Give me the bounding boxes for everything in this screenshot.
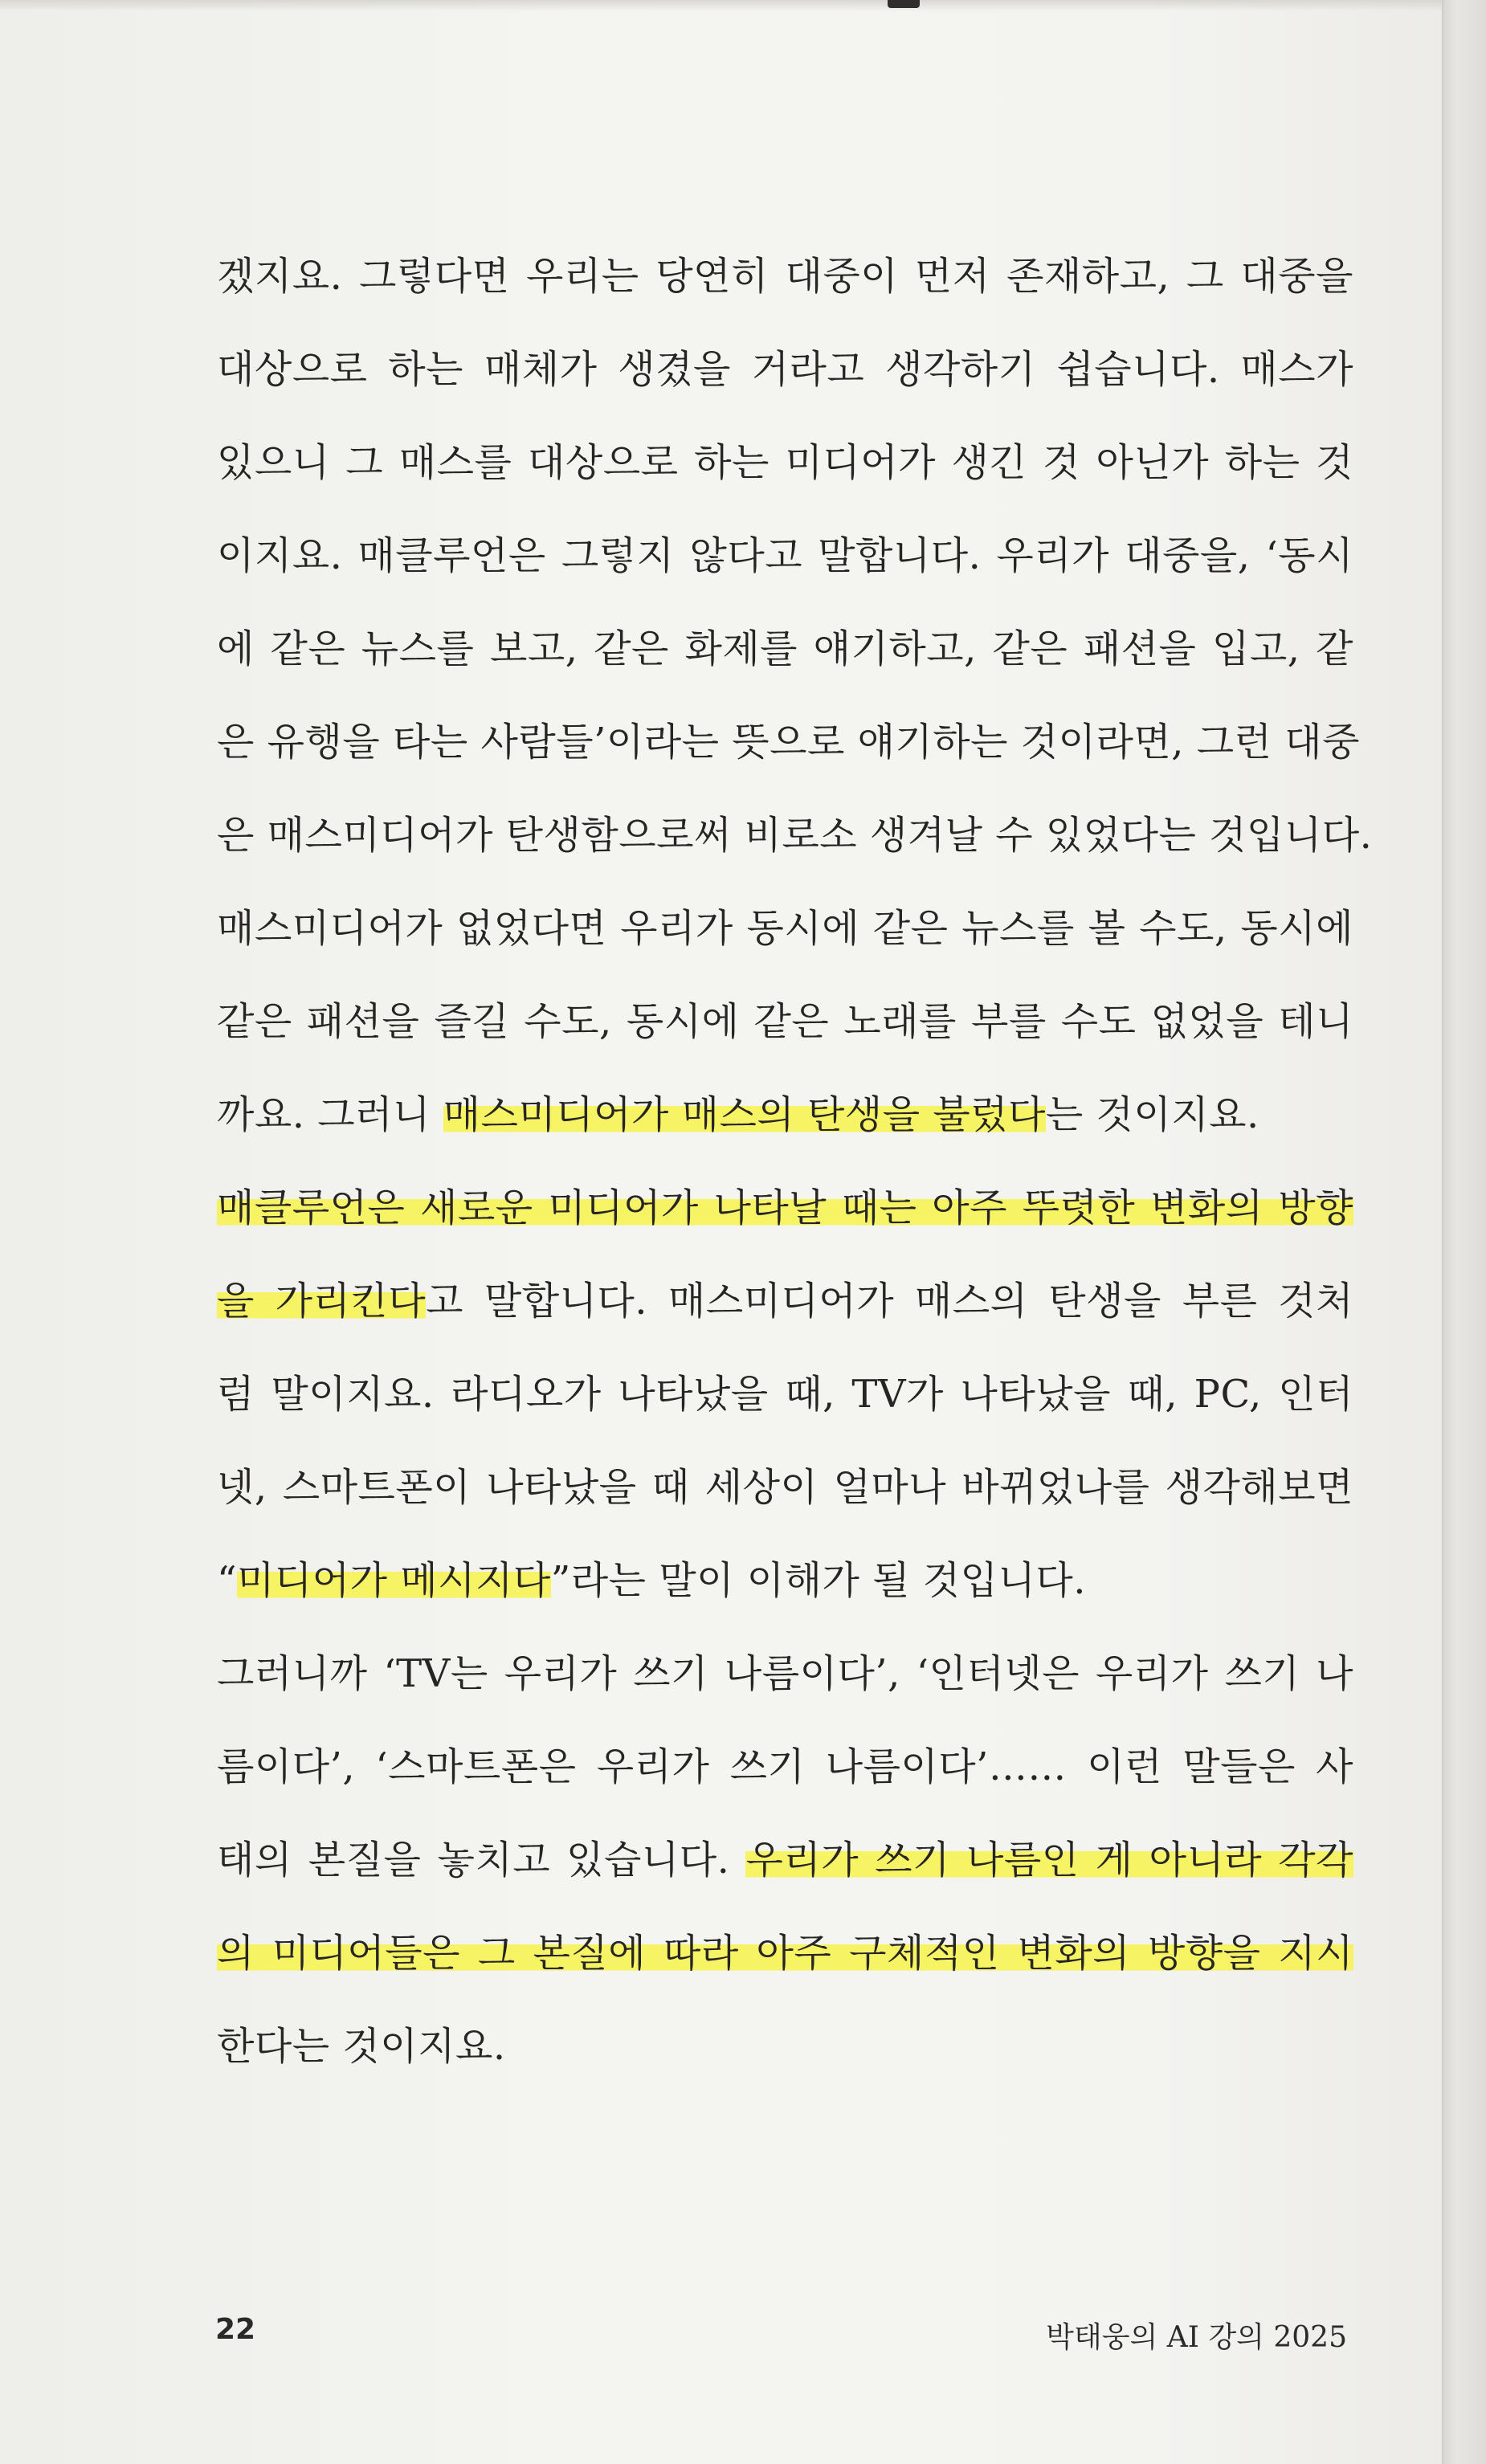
text-line bbox=[217, 975, 1353, 1068]
text-line bbox=[217, 1534, 1353, 1627]
text-segment: 한다는 것이지요. bbox=[217, 2024, 506, 2069]
highlighted-text: 매클루언은 새로운 미디어가 나타날 때는 아주 뚜렷한 변화의 방향 bbox=[217, 1185, 1353, 1230]
text-line bbox=[217, 789, 1373, 882]
body-text bbox=[217, 230, 1373, 2093]
text-segment: ”라는 말이 이해가 될 것입니다. bbox=[550, 1558, 1086, 1603]
text-line bbox=[217, 416, 1353, 509]
text-segment: 까요. 그러니 bbox=[217, 1092, 443, 1137]
text-segment: 름이다’, ‘스마트폰은 우리가 쓰기 나름이다’…… 이런 말들은 사 bbox=[217, 1744, 1353, 1789]
text-segment: 매스미디어가 없었다면 우리가 동시에 같은 뉴스를 볼 수도, 동시에 bbox=[217, 906, 1353, 951]
page-edge bbox=[1442, 0, 1486, 2464]
text-segment: 같은 패션을 즐길 수도, 동시에 같은 노래를 부를 수도 없었을 테니 bbox=[217, 999, 1353, 1044]
text-segment: 에 같은 뉴스를 보고, 같은 화제를 얘기하고, 같은 패션을 입고, 같 bbox=[217, 626, 1353, 671]
text-line bbox=[217, 1254, 1353, 1348]
text-line bbox=[217, 230, 1353, 323]
text-segment: 대상으로 하는 매체가 생겼을 거라고 생각하기 쉽습니다. 매스가 bbox=[217, 347, 1353, 392]
text-line bbox=[217, 602, 1353, 696]
text-segment: 넷, 스마트폰이 나타났을 때 세상이 얼마나 바뀌었나를 생각해보면 bbox=[217, 1465, 1353, 1510]
text-line bbox=[217, 509, 1353, 602]
page-number: 22 bbox=[215, 2313, 256, 2346]
text-line bbox=[217, 1161, 1353, 1254]
text-segment: 있으니 그 매스를 대상으로 하는 미디어가 생긴 것 아닌가 하는 것 bbox=[217, 440, 1353, 485]
text-line bbox=[217, 1907, 1353, 2000]
running-footer-title: 박태웅의 AI 강의 2025 bbox=[1046, 2321, 1347, 2354]
text-line bbox=[217, 2000, 1353, 2093]
text-segment: 그러니까 ‘TV는 우리가 쓰기 나름이다’, ‘인터넷은 우리가 쓰기 나 bbox=[217, 1651, 1353, 1696]
text-line bbox=[217, 1348, 1353, 1441]
highlighted-text: 매스미디어가 매스의 탄생을 불렀다 bbox=[443, 1092, 1046, 1137]
text-segment: 고 말합니다. 매스미디어가 매스의 탄생을 부른 것처 bbox=[426, 1279, 1353, 1324]
text-line bbox=[217, 323, 1353, 416]
text-line bbox=[217, 1068, 1353, 1161]
text-line bbox=[217, 1627, 1353, 1720]
text-line bbox=[217, 882, 1353, 975]
highlighted-text: 미디어가 메시지다 bbox=[237, 1558, 551, 1603]
text-line bbox=[217, 1441, 1353, 1534]
text-line bbox=[217, 1720, 1353, 1813]
highlighted-text: 의 미디어들은 그 본질에 따라 아주 구체적인 변화의 방향을 지시 bbox=[217, 1931, 1353, 1976]
text-segment: 은 유행을 타는 사람들’이라는 뜻으로 얘기하는 것이라면, 그런 대중 bbox=[217, 720, 1361, 765]
text-segment: 이지요. 매클루언은 그렇지 않다고 말합니다. 우리가 대중을, ‘동시 bbox=[217, 533, 1353, 578]
highlighted-text: 을 가리킨다 bbox=[217, 1279, 427, 1324]
binding-mark bbox=[888, 0, 920, 8]
text-segment: 는 것이지요. bbox=[1045, 1092, 1259, 1137]
highlighted-text: 우리가 쓰기 나름인 게 아니라 각각 bbox=[745, 1838, 1353, 1883]
text-line bbox=[217, 696, 1361, 789]
text-segment: “ bbox=[217, 1558, 238, 1603]
top-shadow bbox=[0, 0, 1442, 11]
text-segment: 은 매스미디어가 탄생함으로써 비로소 생겨날 수 있었다는 것입니다. bbox=[217, 813, 1373, 858]
text-line bbox=[217, 1813, 1353, 1907]
text-segment: 태의 본질을 놓치고 있습니다. bbox=[217, 1838, 746, 1883]
text-segment: 럼 말이지요. 라디오가 나타났을 때, TV가 나타났을 때, PC, 인터 bbox=[217, 1372, 1353, 1417]
text-segment: 겠지요. 그렇다면 우리는 당연히 대중이 먼저 존재하고, 그 대중을 bbox=[217, 254, 1353, 299]
